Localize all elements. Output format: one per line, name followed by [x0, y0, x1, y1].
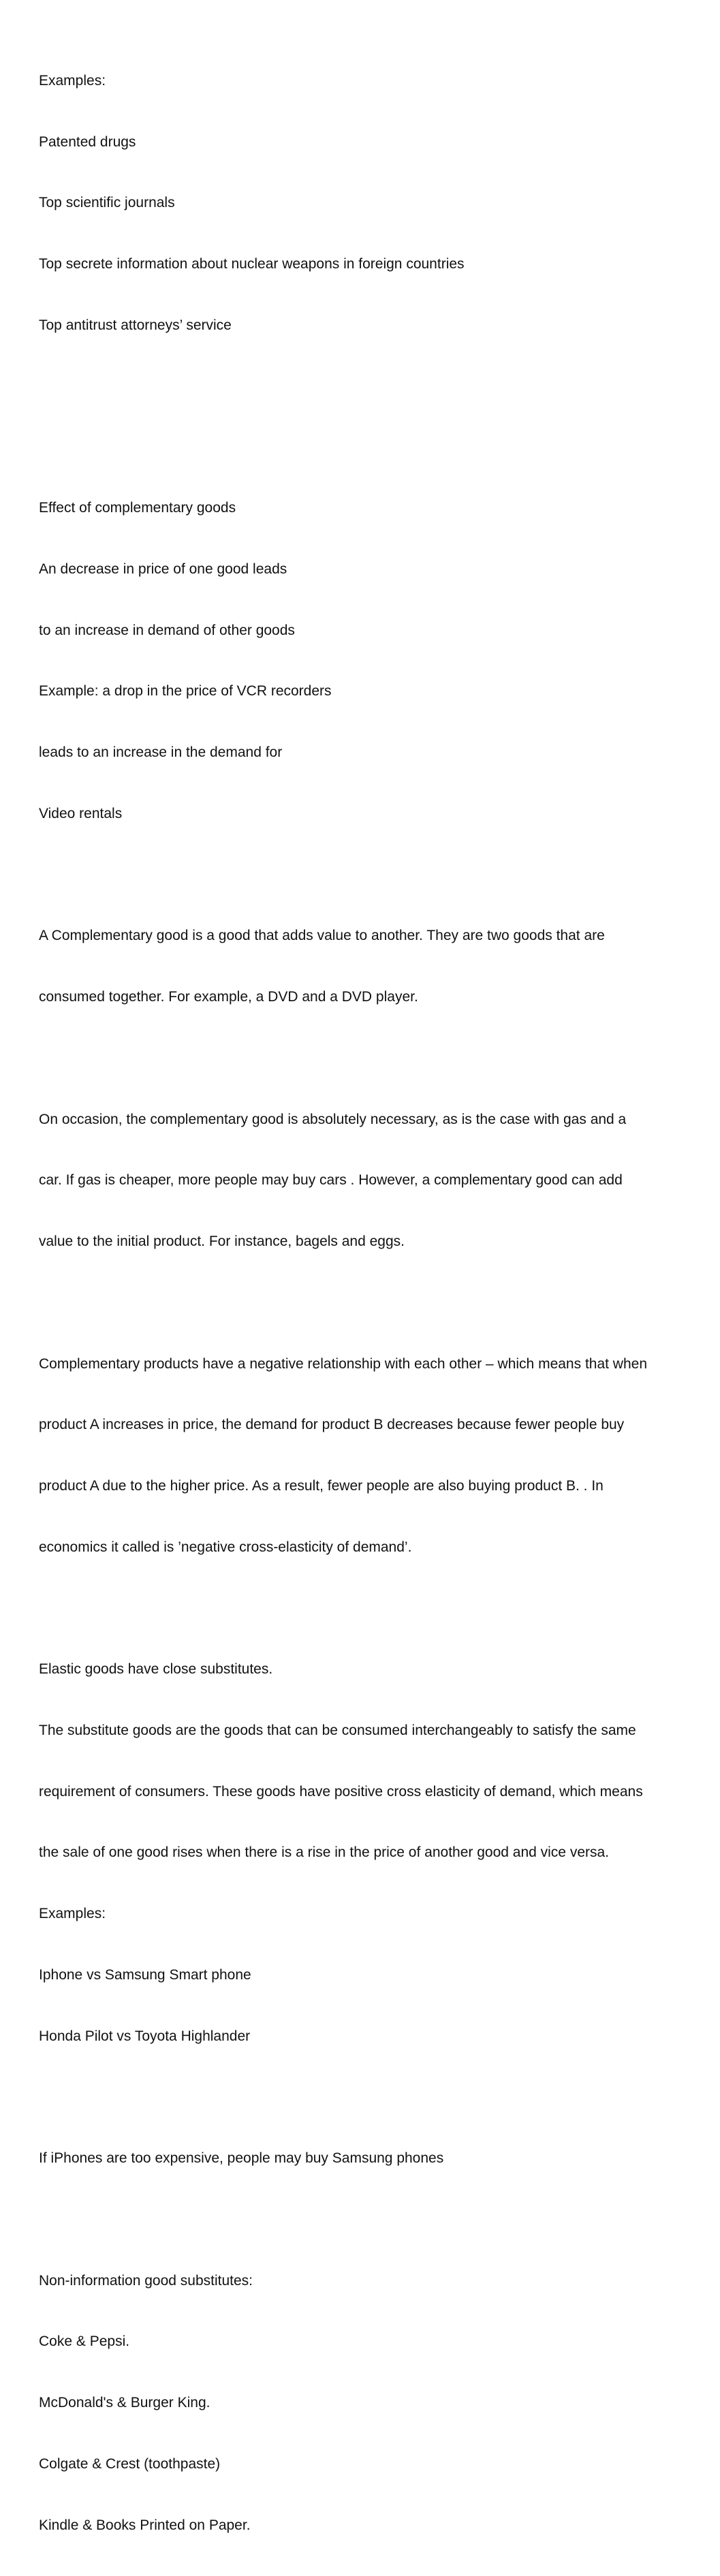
example-item: Patented drugs — [39, 133, 136, 150]
non-information-paragraph — [39, 2230, 700, 2576]
substitutes-paragraph — [39, 1618, 700, 2087]
iphone-paragraph — [39, 2107, 700, 2210]
example-item: McDonald's & Burger King. — [39, 2395, 210, 2411]
spacer — [39, 1598, 700, 1618]
example-item: Coke & Pepsi. — [39, 2334, 130, 2350]
text-line: If iPhones are too expensive, people may buy Samsung phones — [39, 2150, 444, 2167]
examples-paragraph — [39, 30, 700, 376]
example-item: Top scientific journals — [39, 195, 175, 211]
text-line: value to the initial product. For instance, bagels and eggs. — [39, 1234, 405, 1250]
spacer — [39, 2210, 700, 2230]
text-line: requirement of consumers. These goods have positive cross elasticity of demand, which means — [39, 1783, 643, 1800]
negative-relationship-paragraph — [39, 1313, 700, 1599]
section-heading: Non-information good substitutes: — [39, 2272, 253, 2289]
text-line: An decrease in price of one good leads — [39, 561, 287, 577]
complementary-definition-paragraph — [39, 885, 700, 1048]
text-line: leads to an increase in the demand for — [39, 744, 283, 761]
text-line: A Complementary good is a good that adds value to another. They are two goods that are — [39, 928, 605, 944]
example-item: Top secrete information about nuclear weapons in foreign countries — [39, 255, 465, 272]
occasion-paragraph — [39, 1069, 700, 1293]
text-line: The substitute goods are the goods that can be consumed interchangeably to satisfy the same — [39, 1722, 636, 1738]
example-item: Kindle & Books Printed on Paper. — [39, 2517, 251, 2533]
text-line: to an increase in demand of other goods — [39, 622, 295, 638]
text-line: product A increases in price, the demand for product B decreases because fewer people buy — [39, 1417, 625, 1433]
example-item: Top antitrust attorneys’ service — [39, 317, 232, 333]
text-line: car. If gas is cheaper, more people may buy cars . However, a complementary good can add — [39, 1172, 623, 1189]
examples-heading: Examples: — [39, 72, 106, 89]
example-item: Honda Pilot vs Toyota Highlander — [39, 2028, 251, 2044]
example-item: Colgate & Crest (toothpaste) — [39, 2455, 221, 2472]
spacer — [39, 1293, 700, 1313]
example-item: Iphone vs Samsung Smart phone — [39, 1966, 251, 1983]
text-line: economics it called is ’negative cross-elasticity of demand’. — [39, 1539, 412, 1555]
text-line: the sale of one good rises when there is a rise in the price of another good and vice versa. — [39, 1844, 610, 1861]
spacer — [39, 865, 700, 885]
text-line: Example: a drop in the price of VCR recorders — [39, 683, 332, 700]
spacer — [39, 1048, 700, 1069]
text-line: On occasion, the complementary good is absolutely necessary, as is the case with gas and a — [39, 1111, 627, 1127]
text-line: Video rentals — [39, 805, 123, 821]
text-line: consumed together. For example, a DVD and a DVD player. — [39, 989, 418, 1005]
spacer — [39, 2087, 700, 2107]
text-line: Elastic goods have close substitutes. — [39, 1661, 273, 1678]
complementary-effect-paragraph — [39, 457, 700, 864]
spacer — [39, 376, 700, 457]
text-line: Complementary products have a negative relationship with each other – which means that when — [39, 1355, 648, 1372]
text-line: product A due to the higher price. As a result, fewer people are also buying product B. . In — [39, 1478, 604, 1494]
section-heading: Effect of complementary goods — [39, 500, 236, 516]
examples-heading: Examples: — [39, 1906, 106, 1922]
